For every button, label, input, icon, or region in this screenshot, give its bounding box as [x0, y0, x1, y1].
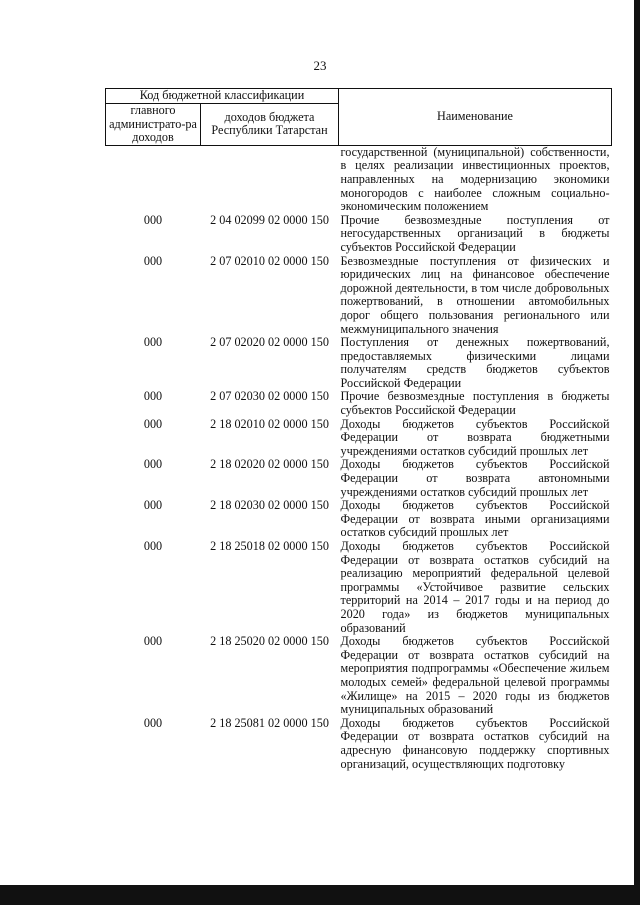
admin-code-cell — [106, 145, 201, 213]
budget-classification-table — [105, 88, 612, 771]
admin-code-cell: 000 — [143, 416, 163, 431]
name-cell: государственной (муниципальной) собственности, в целях реализации инвестиционных проектов, направленных на модернизацию экономики моногородов с наиболее сложным социально-экономическим положением — [340, 144, 610, 214]
header-admin: главного администрато-ра доходов — [106, 104, 201, 146]
header-group-title: Код бюджетной классификации — [106, 89, 339, 104]
table-row — [106, 499, 612, 540]
budget-code-cell: 2 18 25020 02 0000 150 — [210, 634, 329, 649]
name-cell: Доходы бюджетов субъектов Российской Федерации от возврата иными организациями остатков субсидий прошлых лет — [340, 498, 610, 540]
table-row — [106, 540, 612, 635]
budget-code-cell: 2 18 25081 02 0000 150 — [210, 715, 329, 730]
name-cell: Поступления от денежных пожертвований, предоставляемых физическими лицами получателям средств бюджетов субъектов Российской Федерации — [340, 335, 610, 390]
name-cell: Доходы бюджетов субъектов Российской Федерации от возврата остатков субсидий на реализацию мероприятий федеральной целевой программы «Устойчивое развитие сельских территорий на 2014 – 2017 годы и на период до 2020 года» из бюджетов муниципальных образований — [340, 539, 610, 635]
scan-border-right — [634, 0, 640, 905]
name-cell: Прочие безвозмездные поступления от негосударственных организаций в бюджеты субъектов Российской Федерации — [340, 212, 610, 254]
table-row — [106, 255, 612, 337]
budget-code-cell: 2 18 02030 02 0000 150 — [210, 498, 329, 513]
table-row — [106, 717, 612, 771]
table-row — [106, 418, 612, 459]
table-row — [106, 458, 612, 499]
budget-code-cell: 2 07 02010 02 0000 150 — [210, 253, 329, 268]
admin-code-cell: 000 — [143, 253, 163, 268]
budget-code-cell: 2 18 02020 02 0000 150 — [210, 457, 329, 472]
header-budget-code: доходов бюджета Республики Татарстан — [201, 104, 339, 146]
budget-code-cell: 2 07 02030 02 0000 150 — [210, 389, 329, 404]
admin-code-cell: 000 — [143, 457, 163, 472]
table-row — [106, 145, 612, 213]
budget-code-cell: 2 18 25018 02 0000 150 — [210, 539, 329, 553]
budget-code-cell: 2 07 02020 02 0000 150 — [210, 335, 329, 350]
admin-code-cell: 000 — [143, 389, 163, 404]
budget-code-cell — [201, 145, 339, 213]
name-cell: Прочие безвозмездные поступления в бюджеты субъектов Российской Федерации — [340, 389, 610, 418]
admin-code-cell: 000 — [143, 212, 163, 227]
name-cell: Доходы бюджетов субъектов Российской Федерации от возврата остатков субсидий на мероприятия подпрограммы «Обеспечение жильем молодых семей» федеральной целевой программы «Жилище» на 2015 – 2020 годы из бюджетов муниципальных образований — [340, 634, 610, 717]
table-header — [106, 89, 612, 146]
header-name: Наименование — [339, 89, 612, 146]
admin-code-cell: 000 — [143, 498, 163, 513]
scan-border-bottom — [0, 885, 640, 905]
table-body — [106, 145, 612, 771]
admin-code-cell: 000 — [143, 715, 163, 730]
table-row — [106, 635, 612, 717]
admin-code-cell: 000 — [143, 634, 163, 649]
name-cell: Безвозмездные поступления от физических и юридических лиц на финансовое обеспечение дорожной деятельности, в том числе добровольных пожертвований, в отношении автомобильных дорог общего пользования регионального или межмуниципального значения — [340, 253, 610, 336]
name-cell: Доходы бюджетов субъектов Российской Федерации от возврата автономными учреждениями остатков субсидий прошлых лет — [340, 457, 610, 499]
budget-code-cell: 2 04 02099 02 0000 150 — [210, 212, 329, 227]
budget-code-cell: 2 18 02010 02 0000 150 — [210, 416, 329, 431]
admin-code-cell: 000 — [143, 539, 163, 553]
admin-code-cell: 000 — [143, 335, 163, 350]
page-number: 23 — [313, 58, 327, 73]
name-cell: Доходы бюджетов субъектов Российской Федерации от возврата бюджетными учреждениями остатков субсидий прошлых лет — [340, 416, 610, 458]
table-row — [106, 390, 612, 417]
table-row — [106, 336, 612, 390]
table-row — [106, 214, 612, 255]
name-cell: Доходы бюджетов субъектов Российской Федерации от возврата остатков субсидий на адресную финансовую поддержку спортивных организаций, осуществляющих подготовку — [340, 715, 610, 771]
